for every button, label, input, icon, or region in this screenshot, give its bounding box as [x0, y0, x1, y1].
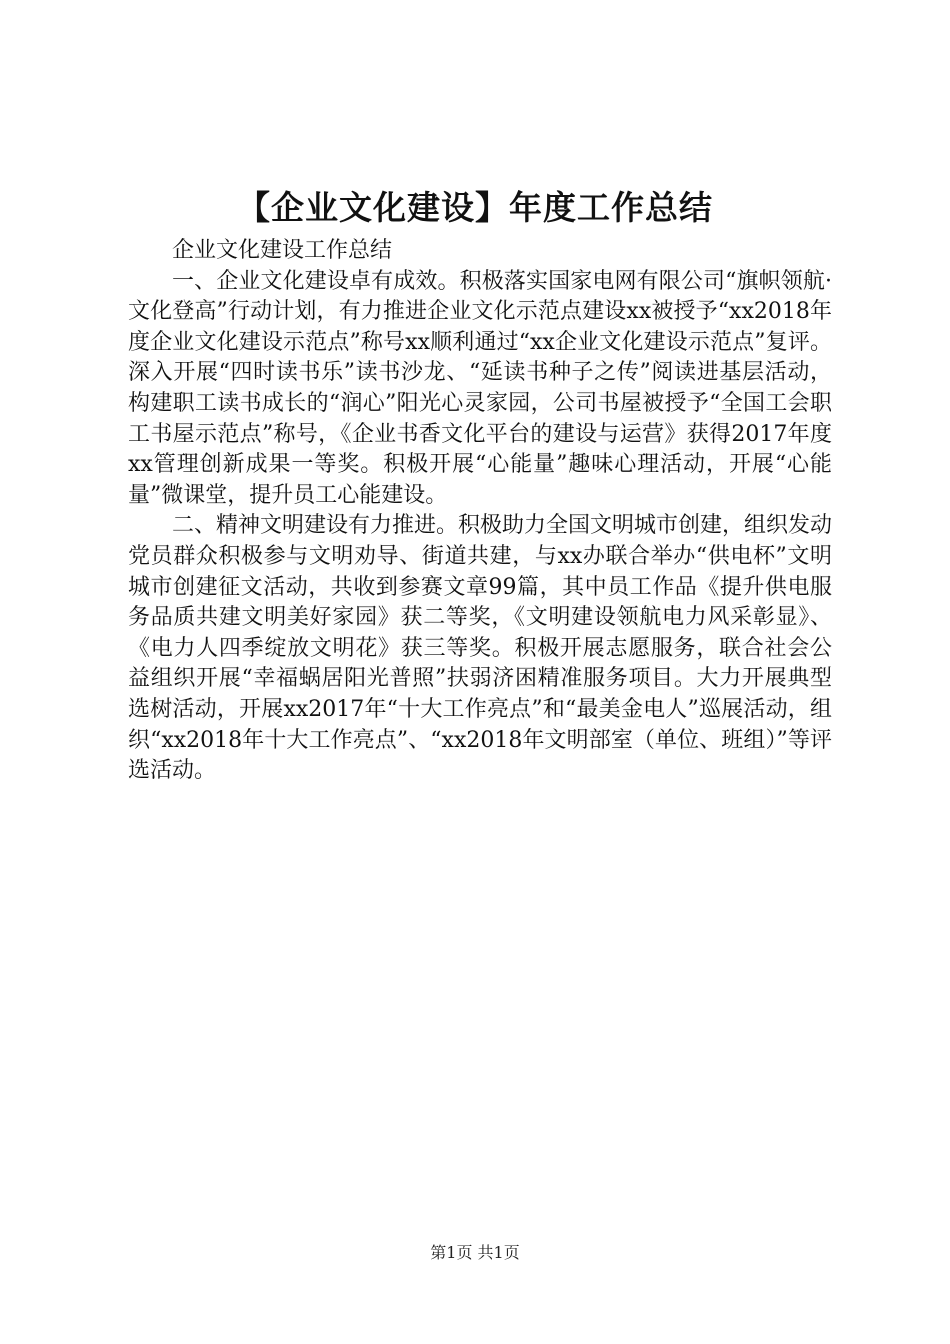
document-body: [128, 236, 832, 787]
page-number-footer: 第1页 共1页: [430, 1243, 520, 1262]
paragraph-culture-achievements: 一、企业文化建设卓有成效。积极落实国家电网有限公司“旗帜领航·文化登高”行动计划，有力推进企业文化示范点建设xx被授予“xx2018年度企业文化建设示范点”称号xx顺利通过“xx企业文化建设示范点”复评。深入开展“四时读书乐”读书沙龙、“延读书种子之传”阅读进基层活动，构建职工读书成长的“润心”阳光心灵家园，公司书屋被授予“全国工会职工书屋示范点”称号，《企业书香文化平台的建设与运营》获得2017年度xx管理创新成果一等奖。积极开展“心能量”趣味心理活动，开展“心能量”微课堂，提升员工心能建设。: [128, 268, 832, 508]
paragraph-spiritual-civilization: 二、精神文明建设有力推进。积极助力全国文明城市创建，组织发动党员群众积极参与文明劝导、街道共建，与xx办联合举办“供电杯”文明城市创建征文活动，共收到参赛文章99篇，其中员工作品《提升供电服务品质共建文明美好家园》获二等奖，《文明建设领航电力风采彰显》、《电力人四季绽放文明花》获三等奖。积极开展志愿服务，联合社会公益组织开展“幸福蜗居阳光普照”扶弱济困精准服务项目。大力开展典型选树活动，开展xx2017年“十大工作亮点”和“最美金电人”巡展活动，组织“xx2018年十大工作亮点”、“xx2018年文明部室（单位、班组）”等评选活动。: [128, 513, 833, 784]
document-subtitle: 企业文化建设工作总结: [172, 238, 393, 263]
document-title: 【企业文化建设】年度工作总结: [237, 188, 713, 227]
